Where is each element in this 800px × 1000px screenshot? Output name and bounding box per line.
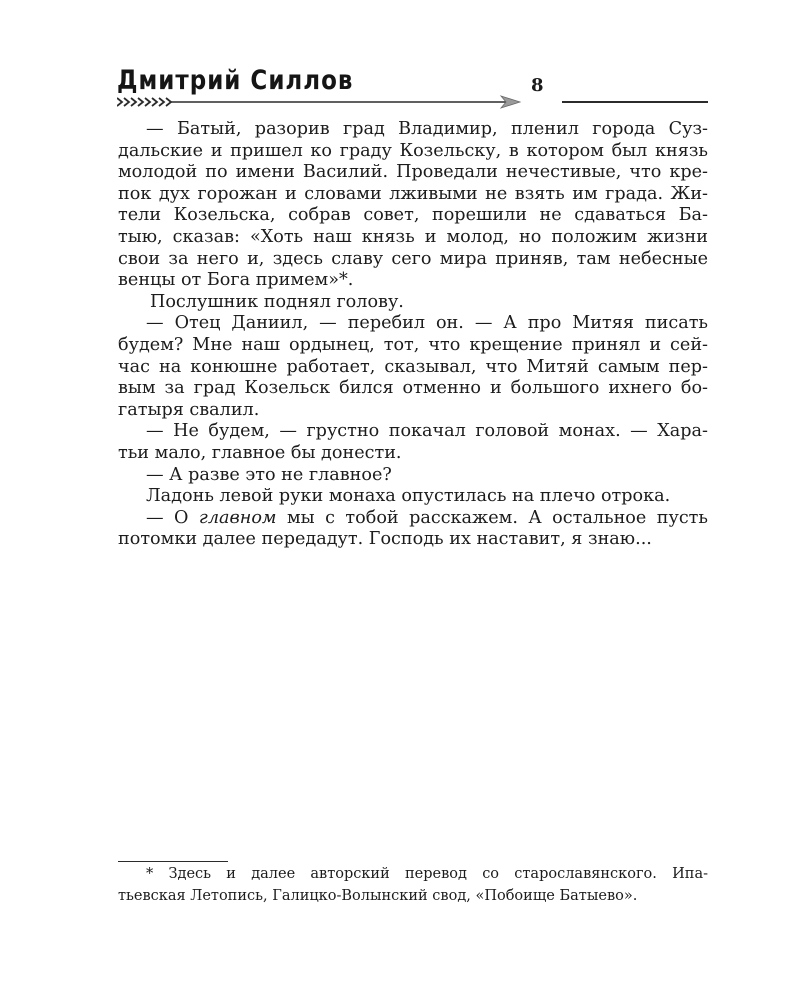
header-rule [562, 101, 708, 103]
page-header [0, 0, 800, 110]
page-number: 8 [531, 75, 544, 96]
text-fragment: — О [146, 507, 199, 528]
text-line: гатыря свалил. [118, 399, 260, 420]
text-line: тьи мало, главное бы донести. [118, 442, 402, 463]
body-text [118, 119, 708, 551]
text-line: молодой по имени Василий. Проведали нечестивые, что кре- [118, 162, 708, 183]
emphasis-text: главном [198, 507, 277, 528]
footnote-line: * Здесь и далее авторский перевод со старославянского. Ипа- [146, 866, 708, 882]
text-line: — А разве это не главное? [146, 464, 392, 485]
text-line: вым за град Козельск бился отменно и большого ихнего бо- [118, 378, 708, 399]
header-arrow-ornament [117, 92, 522, 114]
text-line: потомки далее передадут. Господь их наставит, я знаю... [118, 529, 652, 550]
text-line: — Отец Даниил, — перебил он. — А про Митяя писать [146, 313, 708, 334]
text-line: будем? Мне наш ордынец, тот, что крещение принял и сей- [118, 334, 708, 355]
text-line: Послушник поднял голову. [150, 291, 404, 312]
text-line: венцы от Бога примем»*. [118, 270, 354, 291]
text-line: свои за него и, здесь славу сего мира приняв, там небесные [118, 248, 708, 269]
text-line: Ладонь левой руки монаха опустилась на плечо отрока. [146, 486, 671, 507]
text-line: пок дух горожан и словами лживыми не взять им града. Жи- [118, 183, 708, 204]
author-name: Дмитрий Силлов [117, 66, 354, 96]
footnote [118, 864, 708, 907]
text-line: тыю, сказав: «Хоть наш князь и молод, но положим жизни [118, 226, 708, 247]
text-line: тели Козельска, собрав совет, порешили не сдаваться Ба- [118, 205, 708, 226]
footnote-line: тьевская Летопись, Галицко-Волынский свод, «Побоище Батыево». [118, 887, 638, 904]
text-line: дальские и пришел ко граду Козельску, в котором был князь [118, 140, 708, 161]
text-fragment: мы с тобой расскажем. А остальное пусть [276, 507, 708, 528]
text-line: — Не будем, — грустно покачал головой монах. — Хара- [146, 421, 708, 442]
text-line: — Батый, разорив град Владимир, пленил города Суз- [146, 119, 708, 139]
text-line: час на конюшне работает, сказывал, что Митяй самым пер- [118, 356, 708, 377]
text-line [118, 508, 708, 530]
footnote-separator [118, 861, 228, 862]
